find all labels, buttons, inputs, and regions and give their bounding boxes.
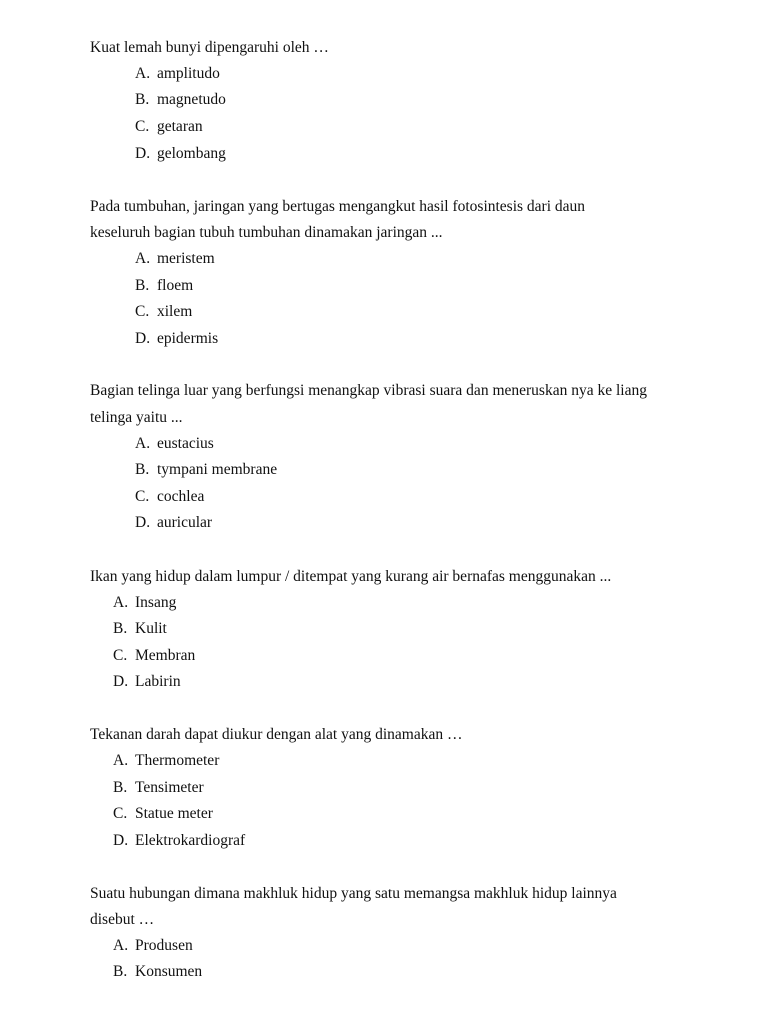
question-6-text-line-2: disebut … — [90, 911, 155, 928]
option-text: gelombang — [157, 145, 226, 162]
question-3-option-a — [135, 434, 214, 454]
question-1-option-a — [135, 64, 220, 84]
option-text: eustacius — [157, 435, 214, 452]
option-letter: D. — [135, 145, 151, 162]
option-letter: C. — [113, 805, 128, 822]
question-2-option-c — [135, 302, 192, 322]
question-1-option-d — [135, 144, 226, 164]
question-1-option-c — [135, 117, 203, 137]
option-text: getaran — [157, 118, 203, 135]
question-2-text-line-1: Pada tumbuhan, jaringan yang bertugas mengangkut hasil fotosintesis dari daun — [90, 198, 586, 215]
question-5-text: Tekanan darah dapat diukur dengan alat yang dinamakan … — [90, 726, 463, 743]
option-text: Labirin — [135, 673, 181, 690]
question-3-text-line-2: telinga yaitu ... — [90, 409, 183, 426]
option-text: Tensimeter — [135, 779, 204, 796]
option-letter: A. — [135, 435, 151, 452]
question-1-text: Kuat lemah bunyi dipengaruhi oleh … — [90, 39, 329, 56]
question-5-option-c — [113, 804, 213, 824]
question-4-option-b — [113, 619, 167, 639]
option-text: floem — [157, 277, 194, 294]
option-text: Produsen — [135, 937, 193, 954]
option-letter: A. — [135, 250, 151, 267]
question-4-option-d — [113, 672, 181, 692]
option-text: Thermometer — [135, 752, 220, 769]
question-3-option-c — [135, 487, 204, 507]
question-5-option-a — [113, 751, 219, 771]
option-letter: C. — [135, 488, 150, 505]
option-letter: D. — [135, 514, 151, 531]
option-letter: C. — [135, 303, 150, 320]
option-letter: B. — [135, 461, 150, 478]
option-text: magnetudo — [157, 91, 226, 108]
option-letter: B. — [135, 277, 150, 294]
option-letter: A. — [135, 65, 151, 82]
option-text: xilem — [157, 303, 193, 320]
option-text: auricular — [157, 514, 213, 531]
question-6-option-a — [113, 936, 193, 956]
option-text: epidermis — [157, 330, 219, 347]
question-2-option-b — [135, 276, 193, 296]
question-3-option-b — [135, 460, 277, 480]
question-3-text-line-1: Bagian telinga luar yang berfungsi menangkap vibrasi suara dan meneruskan nya ke liang — [90, 382, 647, 399]
question-1-option-b — [135, 90, 226, 110]
option-text: Membran — [135, 647, 196, 664]
option-text: tympani membrane — [157, 461, 278, 478]
option-text: Kulit — [135, 620, 167, 637]
question-6-text-line-1: Suatu hubungan dimana makhluk hidup yang satu memangsa makhluk hidup lainnya — [90, 885, 617, 902]
question-4-option-c — [113, 646, 195, 666]
question-2-text-line-2: keseluruh bagian tubuh tumbuhan dinamakan jaringan ... — [90, 224, 443, 241]
question-6-option-b — [113, 962, 202, 982]
question-5-option-b — [113, 778, 204, 798]
question-2-option-d — [135, 329, 218, 349]
option-text: amplitudo — [157, 65, 220, 82]
option-letter: B. — [135, 91, 150, 108]
option-letter: D. — [113, 832, 129, 849]
option-letter: B. — [113, 779, 128, 796]
option-text: meristem — [157, 250, 215, 267]
option-text: Insang — [135, 594, 177, 611]
option-text: cochlea — [157, 488, 205, 505]
option-letter: D. — [113, 673, 129, 690]
question-3-option-d — [135, 513, 212, 533]
option-letter: B. — [113, 620, 128, 637]
question-5-option-d — [113, 831, 245, 851]
option-letter: A. — [113, 937, 129, 954]
option-text: Konsumen — [135, 963, 203, 980]
option-letter: B. — [113, 963, 128, 980]
option-text: Elektrokardiograf — [135, 832, 246, 849]
option-letter: C. — [135, 118, 150, 135]
question-4-text: Ikan yang hidup dalam lumpur / ditempat yang kurang air bernafas menggunakan ... — [90, 568, 612, 585]
question-2-option-a — [135, 249, 215, 269]
option-text: Statue meter — [135, 805, 213, 822]
option-letter: A. — [113, 752, 129, 769]
option-letter: C. — [113, 647, 128, 664]
question-4-option-a — [113, 593, 176, 613]
option-letter: A. — [113, 594, 129, 611]
option-letter: D. — [135, 330, 151, 347]
